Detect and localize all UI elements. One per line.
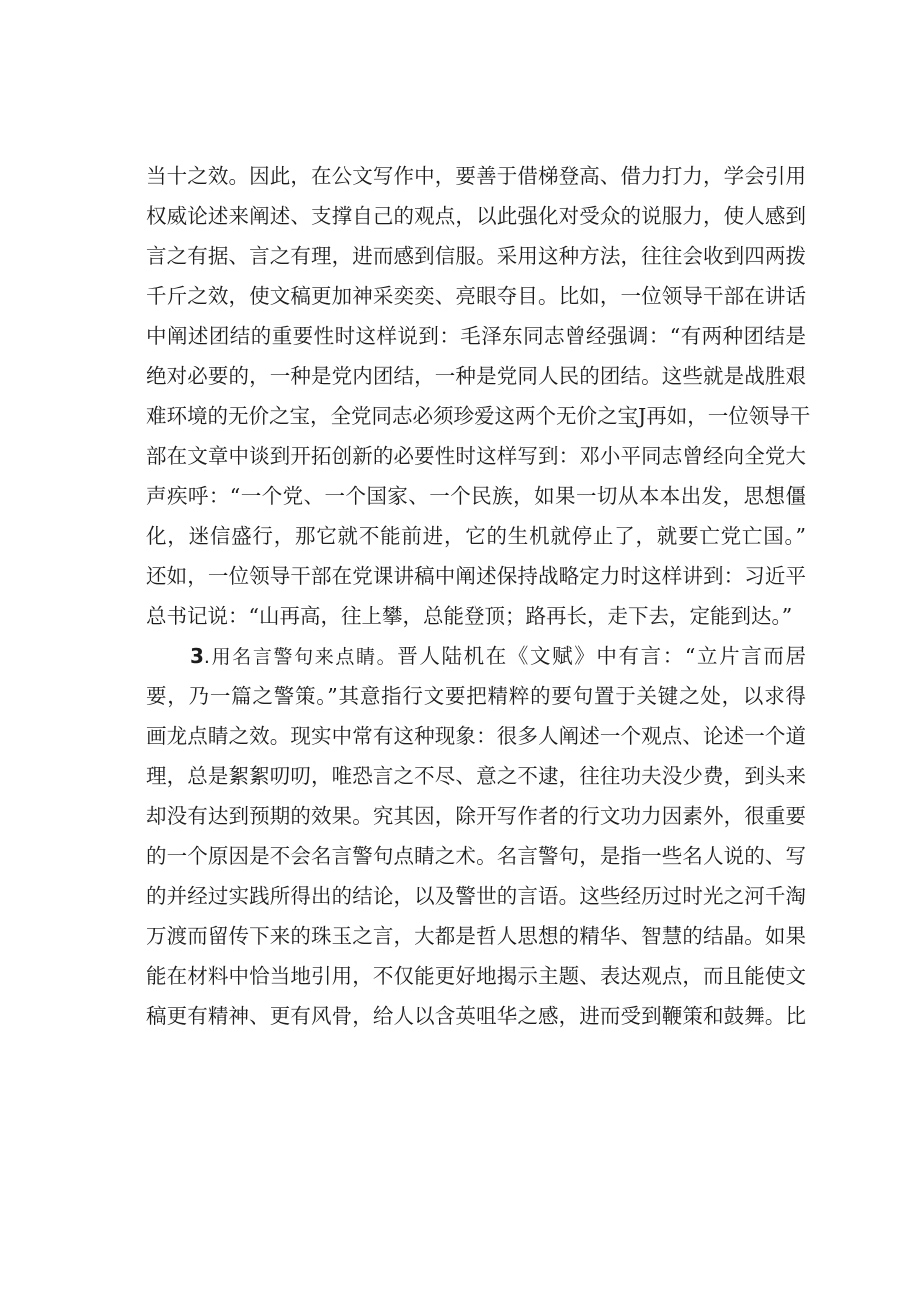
text-line: 稿更有精神、更有风骨，给人以含英咀华之感，进而受到鞭策和鼓舞。比	[146, 1004, 806, 1028]
text-run: 晋人陆机在《文赋》中有言：“立片言而居	[397, 644, 806, 668]
text-line: 难环境的无价之宝，全党同志必须珍爱这两个无价之宝J再如，一位领导干	[146, 404, 811, 428]
text-line: 言之有据、言之有理，进而感到信服。采用这种方法，往往会收到四两拨	[146, 244, 806, 268]
section-heading-line	[146, 636, 806, 676]
text-line: 能在材料中恰当地引用，不仅能更好地揭示主题、表达观点，而且能使文	[146, 964, 806, 988]
text-line: 部在文章中谈到开拓创新的必要性时这样写到：邓小平同志曾经向全党大	[146, 444, 806, 468]
text-line: 当十之效。因此，在公文写作中，要善于借梯登高、借力打力，学会引用	[146, 164, 806, 188]
text-line: 万渡而留传下来的珠玉之言，大都是哲人思想的精华、智慧的结晶。如果	[146, 924, 806, 948]
paragraph-1	[146, 156, 811, 636]
text-line: 声疾呼：“一个党、一个国家、一个民族，如果一切从本本出发，思想僵	[146, 484, 806, 508]
section-number: 3	[190, 644, 204, 668]
paragraph-2	[146, 636, 806, 1036]
text-line: 绝对必要的，一种是党内团结，一种是党同人民的团结。这些就是战胜艰	[146, 364, 806, 388]
text-line: 还如，一位领导干部在党课讲稿中阐述保持战略定力时这样讲到：习近平	[146, 564, 806, 588]
text-line: 的并经过实践所得出的结论，以及警世的言语。这些经历过时光之河千淘	[146, 884, 806, 908]
section-heading: .用名言警句来点睛。	[203, 646, 398, 668]
text-line: 权威论述来阐述、支撑自己的观点，以此强化对受众的说服力，使人感到	[146, 204, 806, 228]
text-line: 理，总是絮絮叨叨，唯恐言之不尽、意之不逮，往往功夫没少费，到头来	[146, 764, 806, 788]
text-line: 总书记说：“山再高，往上攀，总能登顶；路再长，走下去，定能到达。”	[146, 604, 793, 628]
text-line: 中阐述团结的重要性时这样说到：毛泽东同志曾经强调：“有两种团结是	[146, 324, 806, 348]
text-line: 画龙点睛之效。现实中常有这种现象：很多人阐述一个观点、论述一个道	[146, 724, 806, 748]
text-line: 化，迷信盛行，那它就不能前进，它的生机就停止了，就要亡党亡国。”	[146, 524, 806, 548]
text-line: 的一个原因是不会名言警句点睛之术。名言警句，是指一些名人说的、写	[146, 844, 806, 868]
document-body	[146, 156, 811, 1036]
text-line: 却没有达到预期的效果。究其因，除开写作者的行文功力因素外，很重要	[146, 804, 806, 828]
text-line: 千斤之效，使文稿更加神采奕奕、亮眼夺目。比如，一位领导干部在讲话	[146, 284, 806, 308]
text-line: 要，乃一篇之警策。”其意指行文要把精粹的要句置于关键之处，以求得	[146, 684, 806, 708]
